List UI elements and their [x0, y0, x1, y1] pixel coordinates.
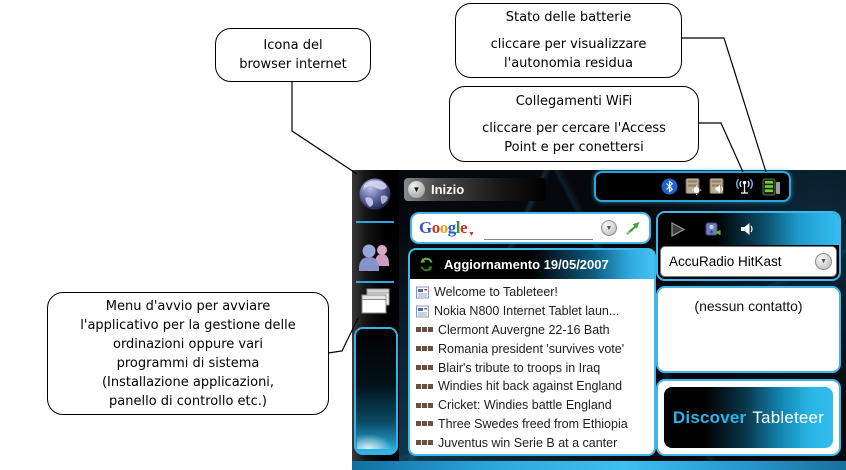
bbc-news-icon: [416, 440, 433, 445]
news-item[interactable]: [416, 396, 650, 415]
sidebar-divider: [356, 281, 394, 283]
callout-menu-line3: ordinazioni oppure vari: [112, 336, 263, 352]
google-search-applet: [410, 212, 651, 244]
callout-browser-icon: [215, 28, 371, 82]
news-item[interactable]: [416, 302, 650, 321]
newspaper-icon: [416, 286, 429, 299]
banner-word-tableteer: Tableteer: [752, 407, 825, 427]
bottom-glow-bar: [352, 461, 846, 470]
callout-menu-line2: l'applicativo per la gestione delle: [80, 317, 296, 333]
refresh-icon[interactable]: [418, 256, 435, 273]
news-item-title: Juventus win Serie B at a canter: [438, 435, 618, 450]
bbc-news-icon: [416, 403, 433, 408]
internet-radio-applet: [656, 211, 841, 281]
contacts-icon[interactable]: [356, 238, 394, 281]
callout-browser-line1: Icona del: [263, 38, 323, 53]
no-contacts-label: (nessun contatto): [694, 298, 803, 314]
web-browser-icon[interactable]: [357, 176, 393, 217]
battery-icon[interactable]: [762, 178, 781, 196]
radio-station-label: AccuRadio HitKast: [669, 254, 782, 269]
news-item-title: Blair's tribute to troops in Iraq: [438, 360, 601, 375]
volume-icon[interactable]: [709, 177, 727, 196]
bbc-news-icon: [416, 421, 433, 426]
callout-browser-line2: browser internet: [239, 57, 347, 72]
news-item[interactable]: [416, 433, 650, 452]
google-search-input[interactable]: [484, 223, 593, 240]
sidebar-divider: [356, 221, 394, 223]
banner-word-discover: Discover: [672, 407, 747, 427]
search-dropdown-icon[interactable]: ▼: [601, 220, 617, 236]
news-list: [410, 279, 654, 452]
n800-home-screen: [352, 170, 846, 470]
callout-menu-line5: (Installazione applicazioni,: [101, 374, 275, 390]
news-header-label: Aggiornamento 19/05/2007: [444, 257, 609, 272]
news-item[interactable]: [416, 321, 650, 340]
news-item-title: Nokia N800 Internet Tablet laun...: [434, 304, 620, 319]
callout-wifi-title: Collegamenti WiFi: [515, 93, 633, 109]
callout-battery-body2: l'autonomia residua: [504, 56, 633, 71]
wifi-icon[interactable]: [734, 177, 755, 196]
radio-controls-bar: [658, 213, 839, 245]
bbc-news-icon: [416, 384, 433, 389]
google-logo: G o o g l e ▼: [419, 218, 475, 238]
callout-menu-line6: panello di controllo etc.): [109, 393, 267, 409]
news-item[interactable]: [416, 358, 650, 377]
callout-battery-body1: cliccare per visualizzare: [490, 37, 647, 52]
brightness-icon[interactable]: [685, 177, 702, 196]
callout-start-menu: [47, 292, 329, 415]
callout-wifi-connections: [449, 86, 699, 162]
start-menu-highlight-area[interactable]: [354, 327, 398, 455]
callout-battery-title: Stato delle batterie: [505, 10, 632, 25]
news-item[interactable]: [416, 415, 650, 434]
newspaper-icon: [416, 305, 429, 318]
station-dropdown-icon[interactable]: ▼: [815, 253, 832, 270]
callout-menu-line1: Menu d'avvio per avviare: [105, 298, 271, 314]
tableteer-banner[interactable]: [656, 379, 841, 456]
google-logo-caret-icon: ▼: [468, 230, 475, 238]
callout-wifi-body1: cliccare per cercare l'Access: [482, 120, 666, 136]
news-item-title: Windies hit back against England: [438, 379, 623, 394]
bluetooth-icon[interactable]: [661, 178, 678, 195]
callout-battery-status: [455, 3, 682, 78]
news-item-title: Romania president 'survives vote': [438, 341, 625, 356]
radio-station-selector[interactable]: [660, 246, 837, 277]
bbc-news-icon: [416, 365, 433, 370]
task-navigator-sidebar: [352, 170, 399, 461]
callout-menu-line4: programmi di sistema: [116, 355, 260, 371]
tableteer-banner-inner: [664, 387, 833, 448]
contacts-applet[interactable]: [656, 286, 841, 373]
news-item[interactable]: [416, 283, 650, 302]
news-item-title: Three Swedes freed from Ethiopia: [438, 416, 628, 431]
news-item[interactable]: [416, 339, 650, 358]
play-icon[interactable]: [668, 220, 687, 239]
speaker-icon[interactable]: [739, 221, 755, 237]
news-item-title: Clermont Auvergne 22-16 Bath: [438, 322, 610, 337]
title-menu-dropdown-icon[interactable]: ▼: [408, 181, 425, 198]
search-go-icon[interactable]: [624, 220, 642, 236]
bbc-news-icon: [416, 346, 433, 351]
news-item[interactable]: [416, 377, 650, 396]
callout-wifi-body2: Point e per conettersi: [504, 139, 644, 155]
news-item-title: Cricket: Windies battle England: [438, 398, 612, 413]
media-library-icon[interactable]: [704, 220, 722, 238]
rss-news-applet: [408, 248, 656, 456]
home-title-label: Inizio: [431, 182, 465, 197]
status-indicator-tray: [594, 171, 791, 202]
news-item-title: Welcome to Tableteer!: [434, 285, 558, 300]
home-title-bar[interactable]: [404, 178, 546, 201]
news-header: [410, 250, 654, 279]
application-switcher-icon[interactable]: [360, 287, 392, 322]
bbc-news-icon: [416, 327, 433, 332]
